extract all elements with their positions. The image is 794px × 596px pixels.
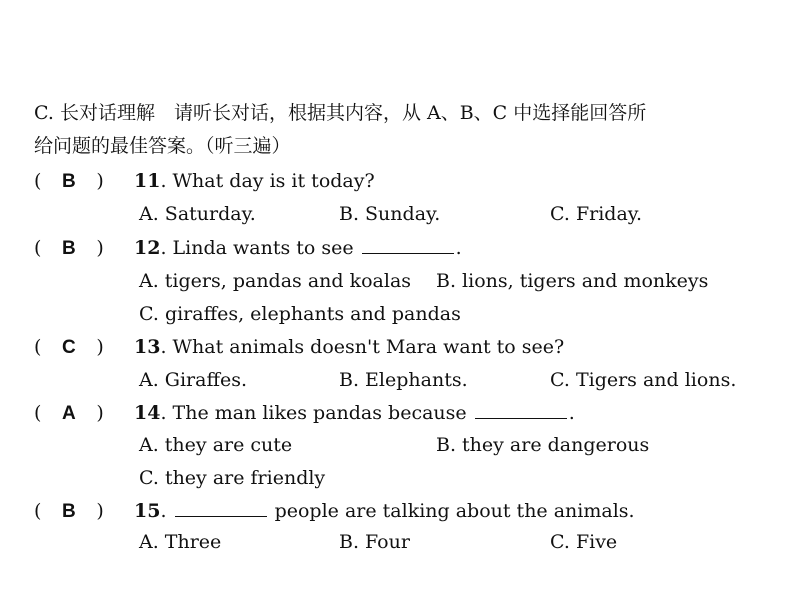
answer-mark: B [62,501,76,522]
question-11 [34,169,375,194]
option-a: A. Saturday. [139,203,256,225]
question-stem: . What day is it today? [160,170,375,192]
answer-mark: B [62,171,76,192]
option-b: B. they are dangerous [436,434,650,456]
option-b: B. lions, tigers and monkeys [436,270,709,292]
question-stem: . What animals doesn't Mara want to see? [160,336,565,358]
answer-blank [475,400,567,419]
question-14 [34,400,575,426]
question-stem-before: . Linda wants to see [160,237,360,259]
question-number: 11 [134,170,161,192]
option-c: C. giraffes, elephants and pandas [139,303,461,325]
question-stem-before: . The man likes pandas because [160,402,473,424]
answer-paren: ( A ) [34,402,104,424]
option-b: B. Elephants. [339,369,468,391]
option-c: C. they are friendly [139,467,326,489]
section-title-line1: C. 长对话理解 请听长对话，根据其内容，从 A、B、C 中选择能回答所 [34,102,647,124]
question-number: 12 [134,237,161,259]
section-title-line2: 给问题的最佳答案。（听三遍） [34,135,291,157]
answer-paren: ( B ) [34,170,104,192]
answer-paren: ( B ) [34,237,104,259]
question-15 [34,498,635,524]
option-c: C. Five [550,531,618,553]
question-number: 15 [134,500,161,522]
answer-mark: A [62,403,76,424]
question-12 [34,235,462,261]
answer-mark: B [62,238,76,259]
question-stem-before: . [160,500,173,522]
answer-paren: ( B ) [34,500,104,522]
answer-mark: C [62,337,76,358]
option-c: C. Friday. [550,203,643,225]
option-a: A. tigers, pandas and koalas [139,270,412,292]
question-number: 13 [134,336,161,358]
answer-paren: ( C ) [34,336,104,358]
question-13 [34,335,564,360]
option-c: C. Tigers and lions. [550,369,737,391]
option-a: A. Giraffes. [139,369,247,391]
question-stem-after: . [455,237,462,259]
option-b: B. Sunday. [339,203,441,225]
option-a: A. they are cute [139,434,293,456]
question-stem-after: people are talking about the animals. [268,500,635,522]
answer-blank [175,498,267,517]
question-stem-after: . [568,402,575,424]
option-a: A. Three [139,531,222,553]
answer-blank [362,235,454,254]
question-number: 14 [134,402,161,424]
option-b: B. Four [339,531,410,553]
